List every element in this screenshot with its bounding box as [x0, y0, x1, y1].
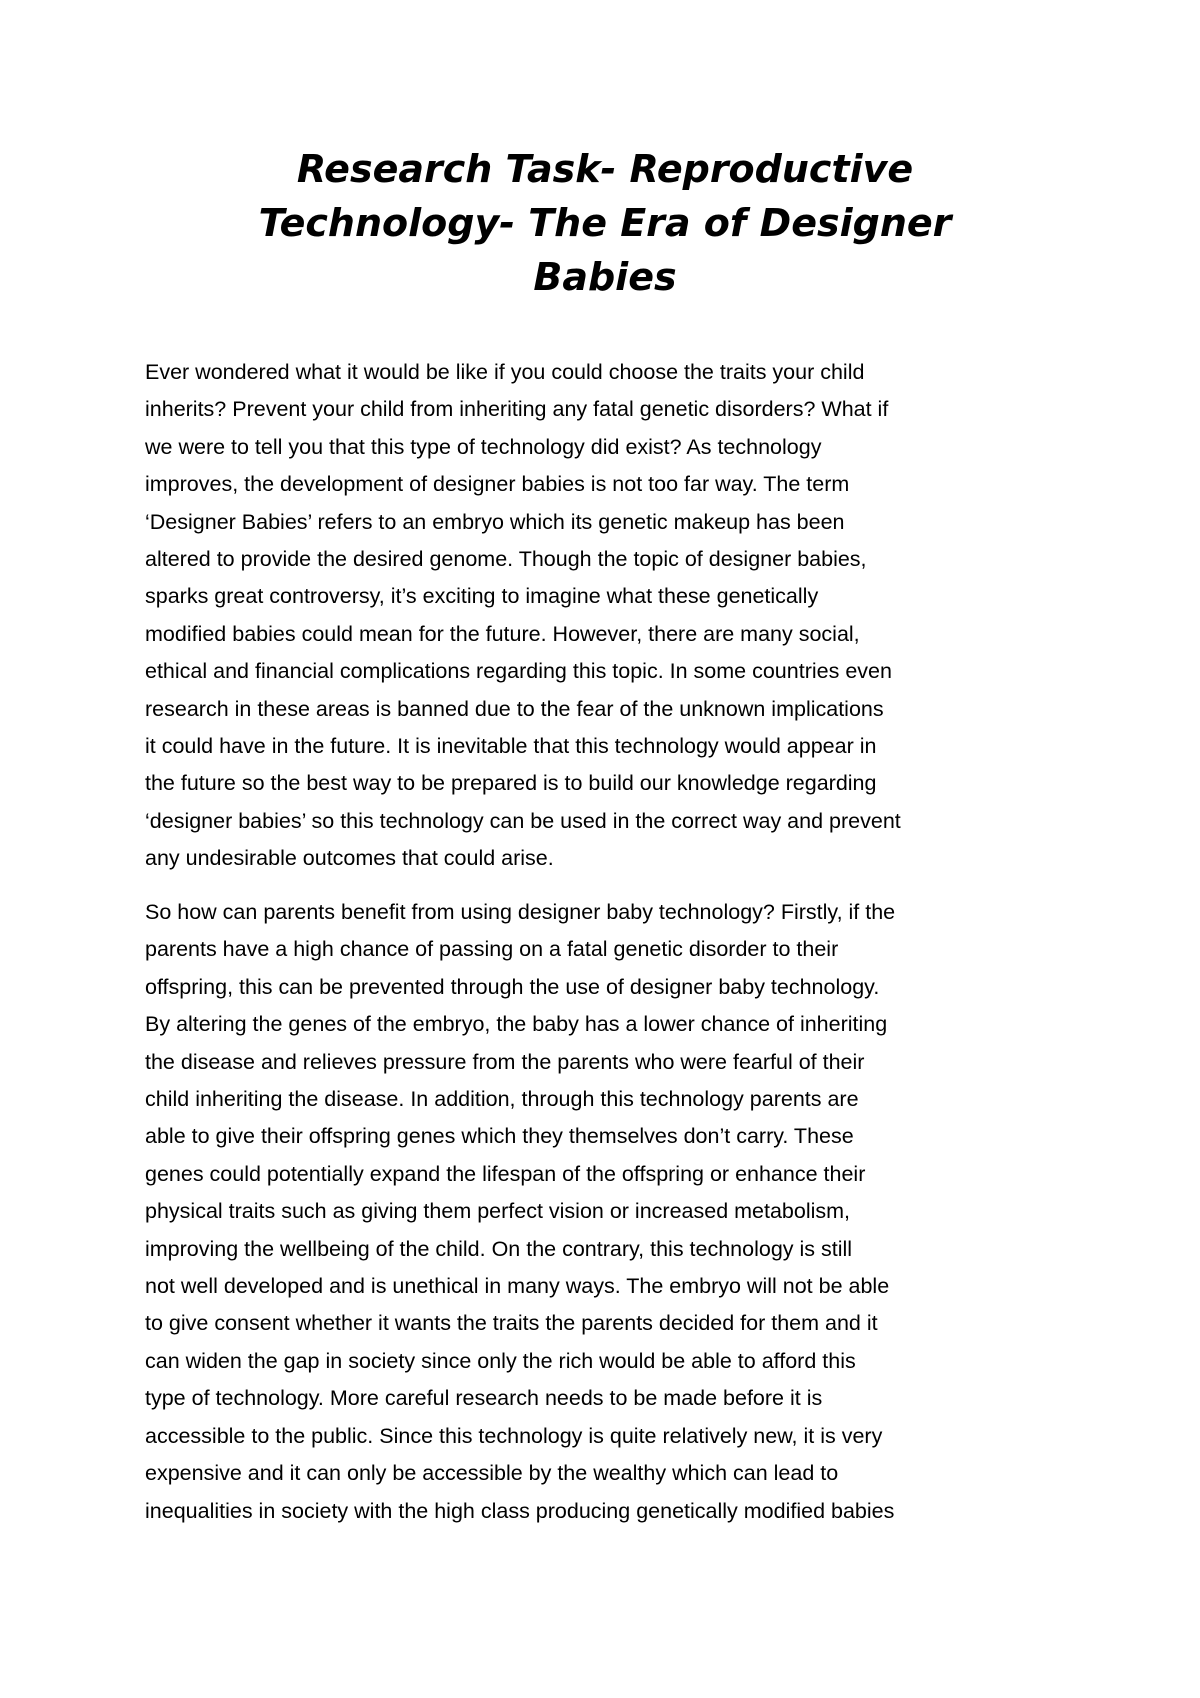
text-line: type of technology. More careful research needs to be made before it is — [145, 1386, 823, 1411]
text-line: not well developed and is unethical in many ways. The embryo will not be able — [145, 1274, 890, 1299]
text-line: offspring, this can be prevented through the use of designer baby technology. — [145, 974, 880, 999]
text-line: By altering the genes of the embryo, the baby has a lower chance of inheriting — [145, 1012, 888, 1037]
text-line: any undesirable outcomes that could arise. — [145, 846, 554, 871]
text-line: inequalities in society with the high class producing genetically modified babies — [145, 1498, 895, 1523]
title-line: Technology- The Era of Designer — [258, 201, 952, 245]
text-line: ‘designer babies’ so this technology can be used in the correct way and prevent — [145, 808, 901, 833]
paragraph-introduction — [145, 354, 1065, 878]
text-line: the disease and relieves pressure from the parents who were fearful of their — [145, 1049, 865, 1074]
document-title — [140, 142, 1070, 304]
text-line: modified babies could mean for the future. However, there are many social, — [145, 621, 860, 646]
text-line: physical traits such as giving them perfect vision or increased metabolism, — [145, 1199, 851, 1224]
text-line: parents have a high chance of passing on a fatal genetic disorder to their — [145, 937, 839, 962]
title-line: Babies — [533, 255, 677, 299]
text-line: inherits? Prevent your child from inheriting any fatal genetic disorders? What if — [145, 397, 889, 422]
title-line: Research Task- Reproductive — [296, 147, 914, 191]
paragraph-benefits — [145, 894, 1065, 1530]
text-line: able to give their offspring genes which they themselves don’t carry. These — [145, 1124, 854, 1149]
text-line: the future so the best way to be prepared is to build our knowledge regarding — [145, 771, 877, 796]
text-line: expensive and it can only be accessible by the wealthy which can lead to — [145, 1461, 839, 1486]
text-line: improves, the development of designer babies is not too far way. The term — [145, 472, 850, 497]
text-line: improving the wellbeing of the child. On the contrary, this technology is still — [145, 1236, 853, 1261]
text-line: it could have in the future. It is inevitable that this technology would appear in — [145, 734, 877, 759]
text-line: genes could potentially expand the lifespan of the offspring or enhance their — [145, 1161, 866, 1186]
text-line: to give consent whether it wants the traits the parents decided for them and it — [145, 1311, 878, 1336]
text-line: research in these areas is banned due to the fear of the unknown implications — [145, 696, 884, 721]
text-line: child inheriting the disease. In addition, through this technology parents are — [145, 1087, 859, 1112]
text-line: ‘Designer Babies’ refers to an embryo which its genetic makeup has been — [145, 509, 845, 534]
text-line: sparks great controversy, it’s exciting to imagine what these genetically — [145, 584, 819, 609]
text-line: we were to tell you that this type of technology did exist? As technology — [145, 434, 822, 459]
text-line: So how can parents benefit from using designer baby technology? Firstly, if the — [145, 900, 896, 924]
text-line: can widen the gap in society since only the rich would be able to afford this — [145, 1348, 856, 1373]
text-line: altered to provide the desired genome. Though the topic of designer babies, — [145, 547, 867, 572]
text-line: accessible to the public. Since this technology is quite relatively new, it is very — [145, 1423, 883, 1448]
text-line: Ever wondered what it would be like if you could choose the traits your child — [145, 360, 865, 384]
text-line: ethical and financial complications regarding this topic. In some countries even — [145, 659, 892, 684]
